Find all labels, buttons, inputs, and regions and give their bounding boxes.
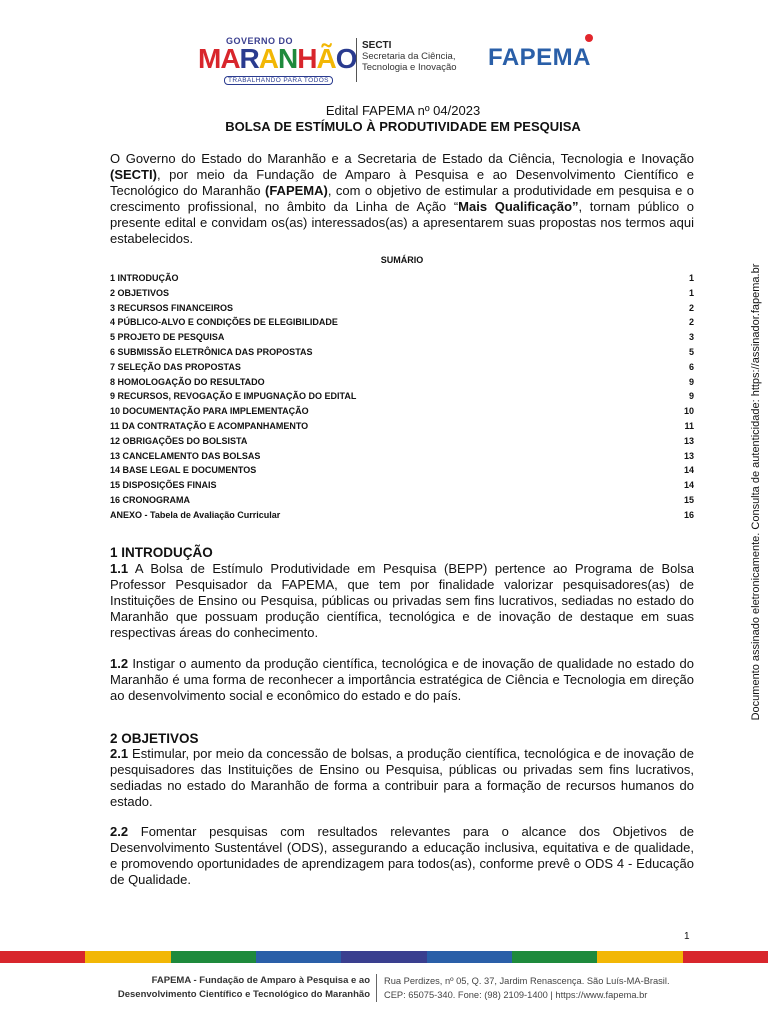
section-1-1-paragraph: 1.1 A Bolsa de Estímulo Produtividade em Pesquisa (BEPP) pertence ao Programa de Bolsa Professor Pesquisador da FAPEMA, que tem por finalidade valorizar pesquisadores(as) de Instituições de Ensino ou Pesquisa, públicas ou privadas sem fins lucrativos, sediadas no estado do Maranhão que possuam produção científica, tecnológica e de inovação de destaque em suas respectivas áreas do conhecimento. — [110, 561, 694, 640]
toc-item[interactable] — [110, 493, 694, 508]
toc-item[interactable] — [110, 315, 694, 330]
gov-logo-sub: TRABALHANDO PARA TODOS — [224, 76, 333, 85]
footer-bar-segment — [683, 951, 768, 963]
toc-item-page: 9 — [688, 376, 694, 387]
toc-item-page: 11 — [684, 420, 694, 431]
toc-item-label: 9 RECURSOS, REVOGAÇÃO E IMPUGNAÇÃO DO EDITAL — [110, 391, 357, 402]
footer-bar-segment — [256, 951, 341, 963]
toc-item[interactable] — [110, 345, 694, 360]
footer-divider — [376, 974, 377, 1002]
footer-bar-segment — [0, 951, 85, 963]
toc-item-page: 3 — [688, 332, 694, 343]
toc-item-page: 14 — [683, 480, 694, 491]
section-1-heading: 1 INTRODUÇÃO — [110, 545, 213, 560]
authenticity-side-note: Documento assinado eletronicamente. Consulta de autenticidade: https://assinador.fapema.br — [750, 263, 762, 721]
footer-bar-segment — [85, 951, 170, 963]
toc-item-page: 14 — [683, 465, 694, 476]
footer-institution: FAPEMA - Fundação de Amparo à Pesquisa e ao Desenvolvimento Científico e Tecnológico do Maranhão — [117, 975, 370, 1000]
toc-item-label: 15 DISPOSIÇÕES FINAIS — [110, 480, 217, 491]
toc-item-page: 6 — [688, 361, 694, 372]
toc-item-label: 3 RECURSOS FINANCEIROS — [110, 302, 234, 313]
toc-item-label: 6 SUBMISSÃO ELETRÔNICA DAS PROPOSTAS — [110, 346, 313, 357]
toc-item-label: 4 PÚBLICO-ALVO E CONDIÇÕES DE ELEGIBILIDADE — [110, 317, 338, 328]
toc-item-label: 8 HOMOLOGAÇÃO DO RESULTADO — [110, 376, 265, 387]
section-2-heading: 2 OBJETIVOS — [110, 731, 199, 746]
toc-item-label: 2 OBJETIVOS — [110, 287, 170, 298]
toc-item-page: 1 — [688, 287, 694, 298]
toc-item-label: ANEXO - Tabela de Avaliação Curricular — [110, 509, 281, 520]
toc-item-page: 13 — [683, 450, 694, 461]
page-number: 1 — [684, 931, 690, 942]
toc-item-page: 15 — [683, 494, 694, 505]
edital-title: BOLSA DE ESTÍMULO À PRODUTIVIDADE EM PESQUISA — [225, 119, 581, 134]
toc-item-page: 1 — [688, 273, 694, 283]
toc-item-label: 16 CRONOGRAMA — [110, 494, 191, 505]
header-divider — [356, 38, 357, 82]
toc-item-page: 16 — [683, 509, 694, 520]
toc-item-page: 2 — [688, 317, 694, 328]
footer-bar-segment — [512, 951, 597, 963]
footer-bar-segment — [597, 951, 682, 963]
toc-item[interactable] — [110, 508, 694, 523]
toc-item[interactable] — [110, 375, 694, 390]
table-of-contents — [110, 271, 694, 523]
toc-item-label: 14 BASE LEGAL E DOCUMENTOS — [110, 465, 257, 476]
gov-logo-main: MARANHÃO — [198, 43, 357, 74]
section-1-2-paragraph: 1.2 Instigar o aumento da produção científica, tecnológica e de inovação de qualidade no estado do Maranhão é uma forma de reconhecer a importância estratégica de Ciência e Tecnologia em direção ao desenvolvimento social e econômico do estado e do país. — [110, 656, 694, 703]
section-2-1-paragraph: 2.1 Estimular, por meio da concessão de bolsas, a produção científica, tecnológica e de inovação de pesquisadores das Instituições de Ensino ou Pesquisa, públicas ou privadas sem fins lucrativos, sediadas no estado do Maranhão de forma a contribuir para a formação de recursos humanos do estado. — [110, 746, 694, 809]
toc-item-label: 13 CANCELAMENTO DAS BOLSAS — [110, 450, 261, 461]
footer-bar-segment — [341, 951, 426, 963]
footer-bar-segment — [171, 951, 256, 963]
toc-item-page: 5 — [688, 346, 694, 357]
gov-logo-top: GOVERNO DO — [226, 36, 294, 46]
toc-item[interactable] — [110, 360, 694, 375]
toc-item[interactable] — [110, 419, 694, 434]
intro-paragraph: O Governo do Estado do Maranhão e a Secretaria de Estado da Ciência, Tecnologia e Inovação (SECTI), por meio da Fundação de Amparo à Pesquisa e ao Desenvolvimento Científico e Tecnológico do Maranhão (FAPEMA), com o objetivo de estimular a produtividade em pesquisa e o crescimento profissional, no âmbito da Linha de Ação “Mais Qualificação”, tornam público o presente edital e convidam os(as) interessados(as) a apresentarem suas propostas nos termos aqui estabelecidos. — [110, 151, 694, 246]
toc-item[interactable] — [110, 301, 694, 316]
toc-item-page: 9 — [688, 391, 694, 402]
toc-item-page: 2 — [688, 302, 694, 313]
toc-item-label: 7 SELEÇÃO DAS PROPOSTAS — [110, 361, 241, 372]
edital-number: Edital FAPEMA nº 04/2023 — [325, 103, 481, 118]
toc-item[interactable] — [110, 271, 694, 286]
toc-item[interactable] — [110, 449, 694, 464]
secti-logo: SECTI Secretaria da Ciência, Tecnologia e Inovação — [362, 40, 457, 73]
footer-color-bar — [0, 951, 768, 963]
toc-item-label: 11 DA CONTRATAÇÃO E ACOMPANHAMENTO — [110, 420, 309, 431]
toc-item-label: 1 INTRODUÇÃO — [110, 273, 179, 283]
page-header — [0, 30, 768, 90]
footer-bar-segment — [427, 951, 512, 963]
fapema-logo: FAPEMA — [488, 44, 592, 71]
fapema-logo-dot — [585, 34, 593, 42]
toc-item[interactable] — [110, 389, 694, 404]
governo-maranhao-logo — [198, 36, 357, 86]
summary-title: SUMÁRIO — [380, 255, 424, 265]
toc-item-label: 12 OBRIGAÇÕES DO BOLSISTA — [110, 435, 248, 446]
section-2-2-paragraph: 2.2 Fomentar pesquisas com resultados relevantes para o alcance dos Objetivos de Desenvolvimento Sustentável (ODS), assegurando a educação inclusiva, equitativa e de qualidade, e promovendo oportunidades de aprendizagem para todos(as), conforme prevê o ODS 4 - Educação de Qualidade. — [110, 824, 694, 887]
toc-item[interactable] — [110, 434, 694, 449]
toc-item[interactable] — [110, 463, 694, 478]
toc-item[interactable] — [110, 286, 694, 301]
toc-item-label: 5 PROJETO DE PESQUISA — [110, 332, 225, 343]
toc-item[interactable] — [110, 330, 694, 345]
toc-item[interactable] — [110, 404, 694, 419]
toc-item-label: 10 DOCUMENTAÇÃO PARA IMPLEMENTAÇÃO — [110, 406, 309, 417]
toc-item-page: 10 — [683, 406, 694, 417]
toc-item[interactable] — [110, 478, 694, 493]
footer-address: Rua Perdizes, nº 05, Q. 37, Jardim Renascença. São Luís-MA-Brasil. CEP: 65075-340. Fone: (98) 2109-1400 | https://www.fapema.br — [384, 976, 670, 1000]
toc-item-page: 13 — [683, 435, 694, 446]
